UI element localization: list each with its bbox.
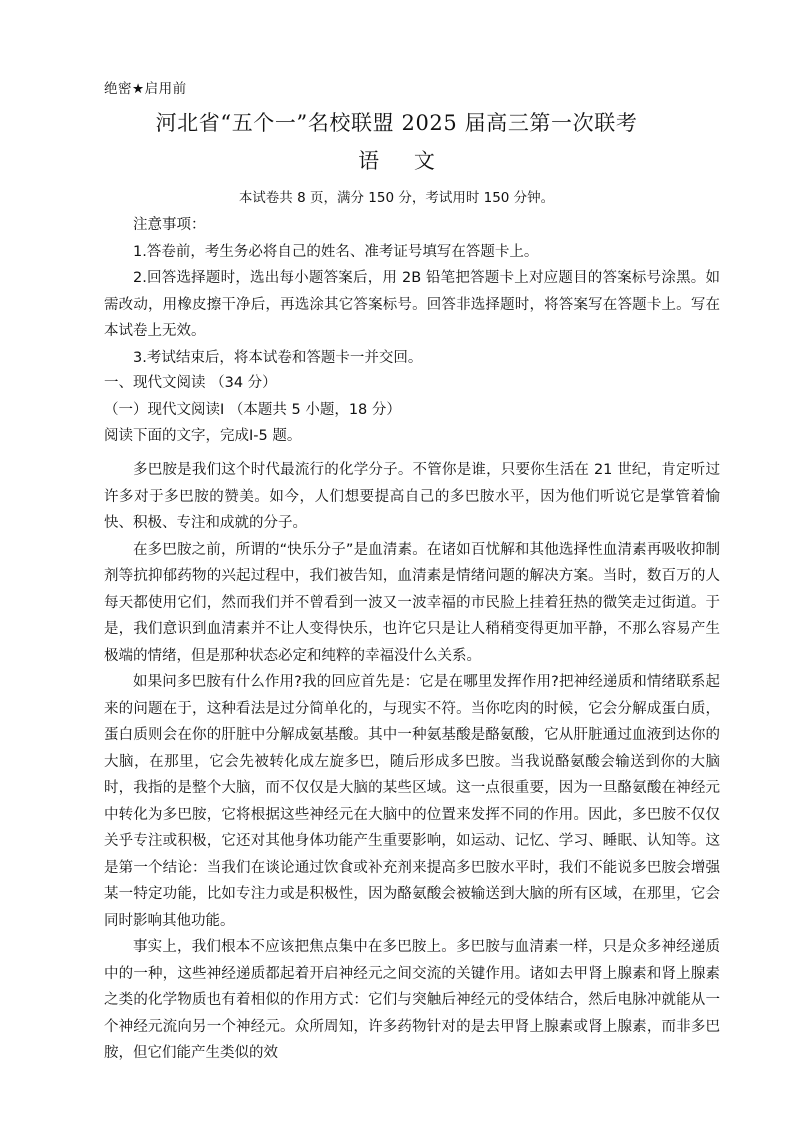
paper-info: 本试卷共 8 页，满分 150 分，考试用时 150 分钟。 (238, 190, 555, 206)
notes-item: 2.回答选择题时，选出每小题答案后，用 2B 铅笔把答题卡上对应题目的答案标号涂黑。如需改动，用橡皮擦干净后，再选涂其它答案标号。回答非选择题时，将答案写在答题卡上。写在本试卷上无效。 (104, 270, 720, 339)
section-header (104, 370, 720, 450)
sub-title: （一）现代文阅读Ⅰ （本题共 5 小题，18 分） (104, 401, 401, 418)
exam-notes (104, 212, 720, 371)
reading-instruction: 阅读下面的文字，完成Ⅰ-5 题。 (104, 428, 302, 444)
secret-mark: 绝密★启用前 (104, 81, 187, 97)
reading-passage (104, 457, 720, 1067)
notes-item: 1.答卷前，考生务必将自己的姓名、准考证号填写在答题卡上。 (133, 243, 539, 260)
passage-paragraph: 多巴胺是我们这个时代最流行的化学分子。不管你是谁，只要你生活在 21 世纪，肯定听过许多对于多巴胺的赞美。如今，人们想要提高自己的多巴胺水平，因为他们听说它是掌管着愉快、积极、专注和成就的分子。 (104, 462, 720, 531)
passage-paragraph: 如果问多巴胺有什么作用?我的回应首先是：它是在哪里发挥作用?把神经递质和情绪联系起来的问题在于，这种看法是过分简单化的，与现实不符。当你吃肉的时候，它会分解成蛋白质，蛋白质则会在你的肝脏中分解成氨基酸。其中一种氨基酸是酪氨酸，它从肝脏通过血液到达你的大脑，在那里，它会先被转化成左旋多巴，随后形成多巴胺。当我说酪氨酸会输送到你的大脑时，我指的是整个大脑，而不仅仅是大脑的某些区域。这一点很重要，因为一旦酪氨酸在神经元中转化为多巴胺，它将根据这些神经元在大脑中的位置来发挥不同的作用。因此，多巴胺不仅仅关乎专注或积极，它还对其他身体功能产生重要影响，如运动、记忆、学习、睡眠、认知等。这是第一个结论：当我们在谈论通过饮食或补充剂来提高多巴胺水平时，我们不能说多巴胺会增强某一特定功能，比如专注力或是积极性，因为酪氨酸会被输送到大脑的所有区域，在那里，它会同时影响其他功能。 (104, 674, 720, 929)
exam-title: 河北省“五个一”名校联盟 2025 届高三第一次联考 (155, 111, 638, 135)
notes-heading: 注意事项： (133, 217, 206, 233)
subject-title: 语 文 (358, 149, 449, 173)
part-title: 一、现代文阅读 （34 分） (104, 375, 277, 391)
notes-item: 3.考试结束后，将本试卷和答题卡一并交回。 (133, 349, 423, 366)
passage-paragraph: 在多巴胺之前，所谓的“快乐分子”是血清素。在诸如百忧解和其他选择性血清素再吸收抑制剂等抗抑郁药物的兴起过程中，我们被告知，血清素是情绪问题的解决方案。当时，数百万的人每天都使用它们，然而我们并不曾看到一波又一波幸福的市民脸上挂着狂热的微笑走过街道。于是，我们意识到血清素并不让人变得快乐，也许它只是让人稍稍变得更加平静，不那么容易产生极端的情绪，但是那种状态必定和纯粹的幸福没什么关系。 (104, 541, 720, 664)
passage-paragraph: 事实上，我们根本不应该把焦点集中在多巴胺上。多巴胺与血清素一样，只是众多神经递质中的一种，这些神经递质都起着开启神经元之间交流的关键作用。诸如去甲肾上腺素和肾上腺素之类的化学物质也有着相似的作用方式：它们与突触后神经元的受体结合，然后电脉冲就能从一个神经元流向另一个神经元。众所周知，许多药物针对的是去甲肾上腺素或肾上腺素，而非多巴胺，但它们能产生类似的效 (104, 939, 720, 1061)
